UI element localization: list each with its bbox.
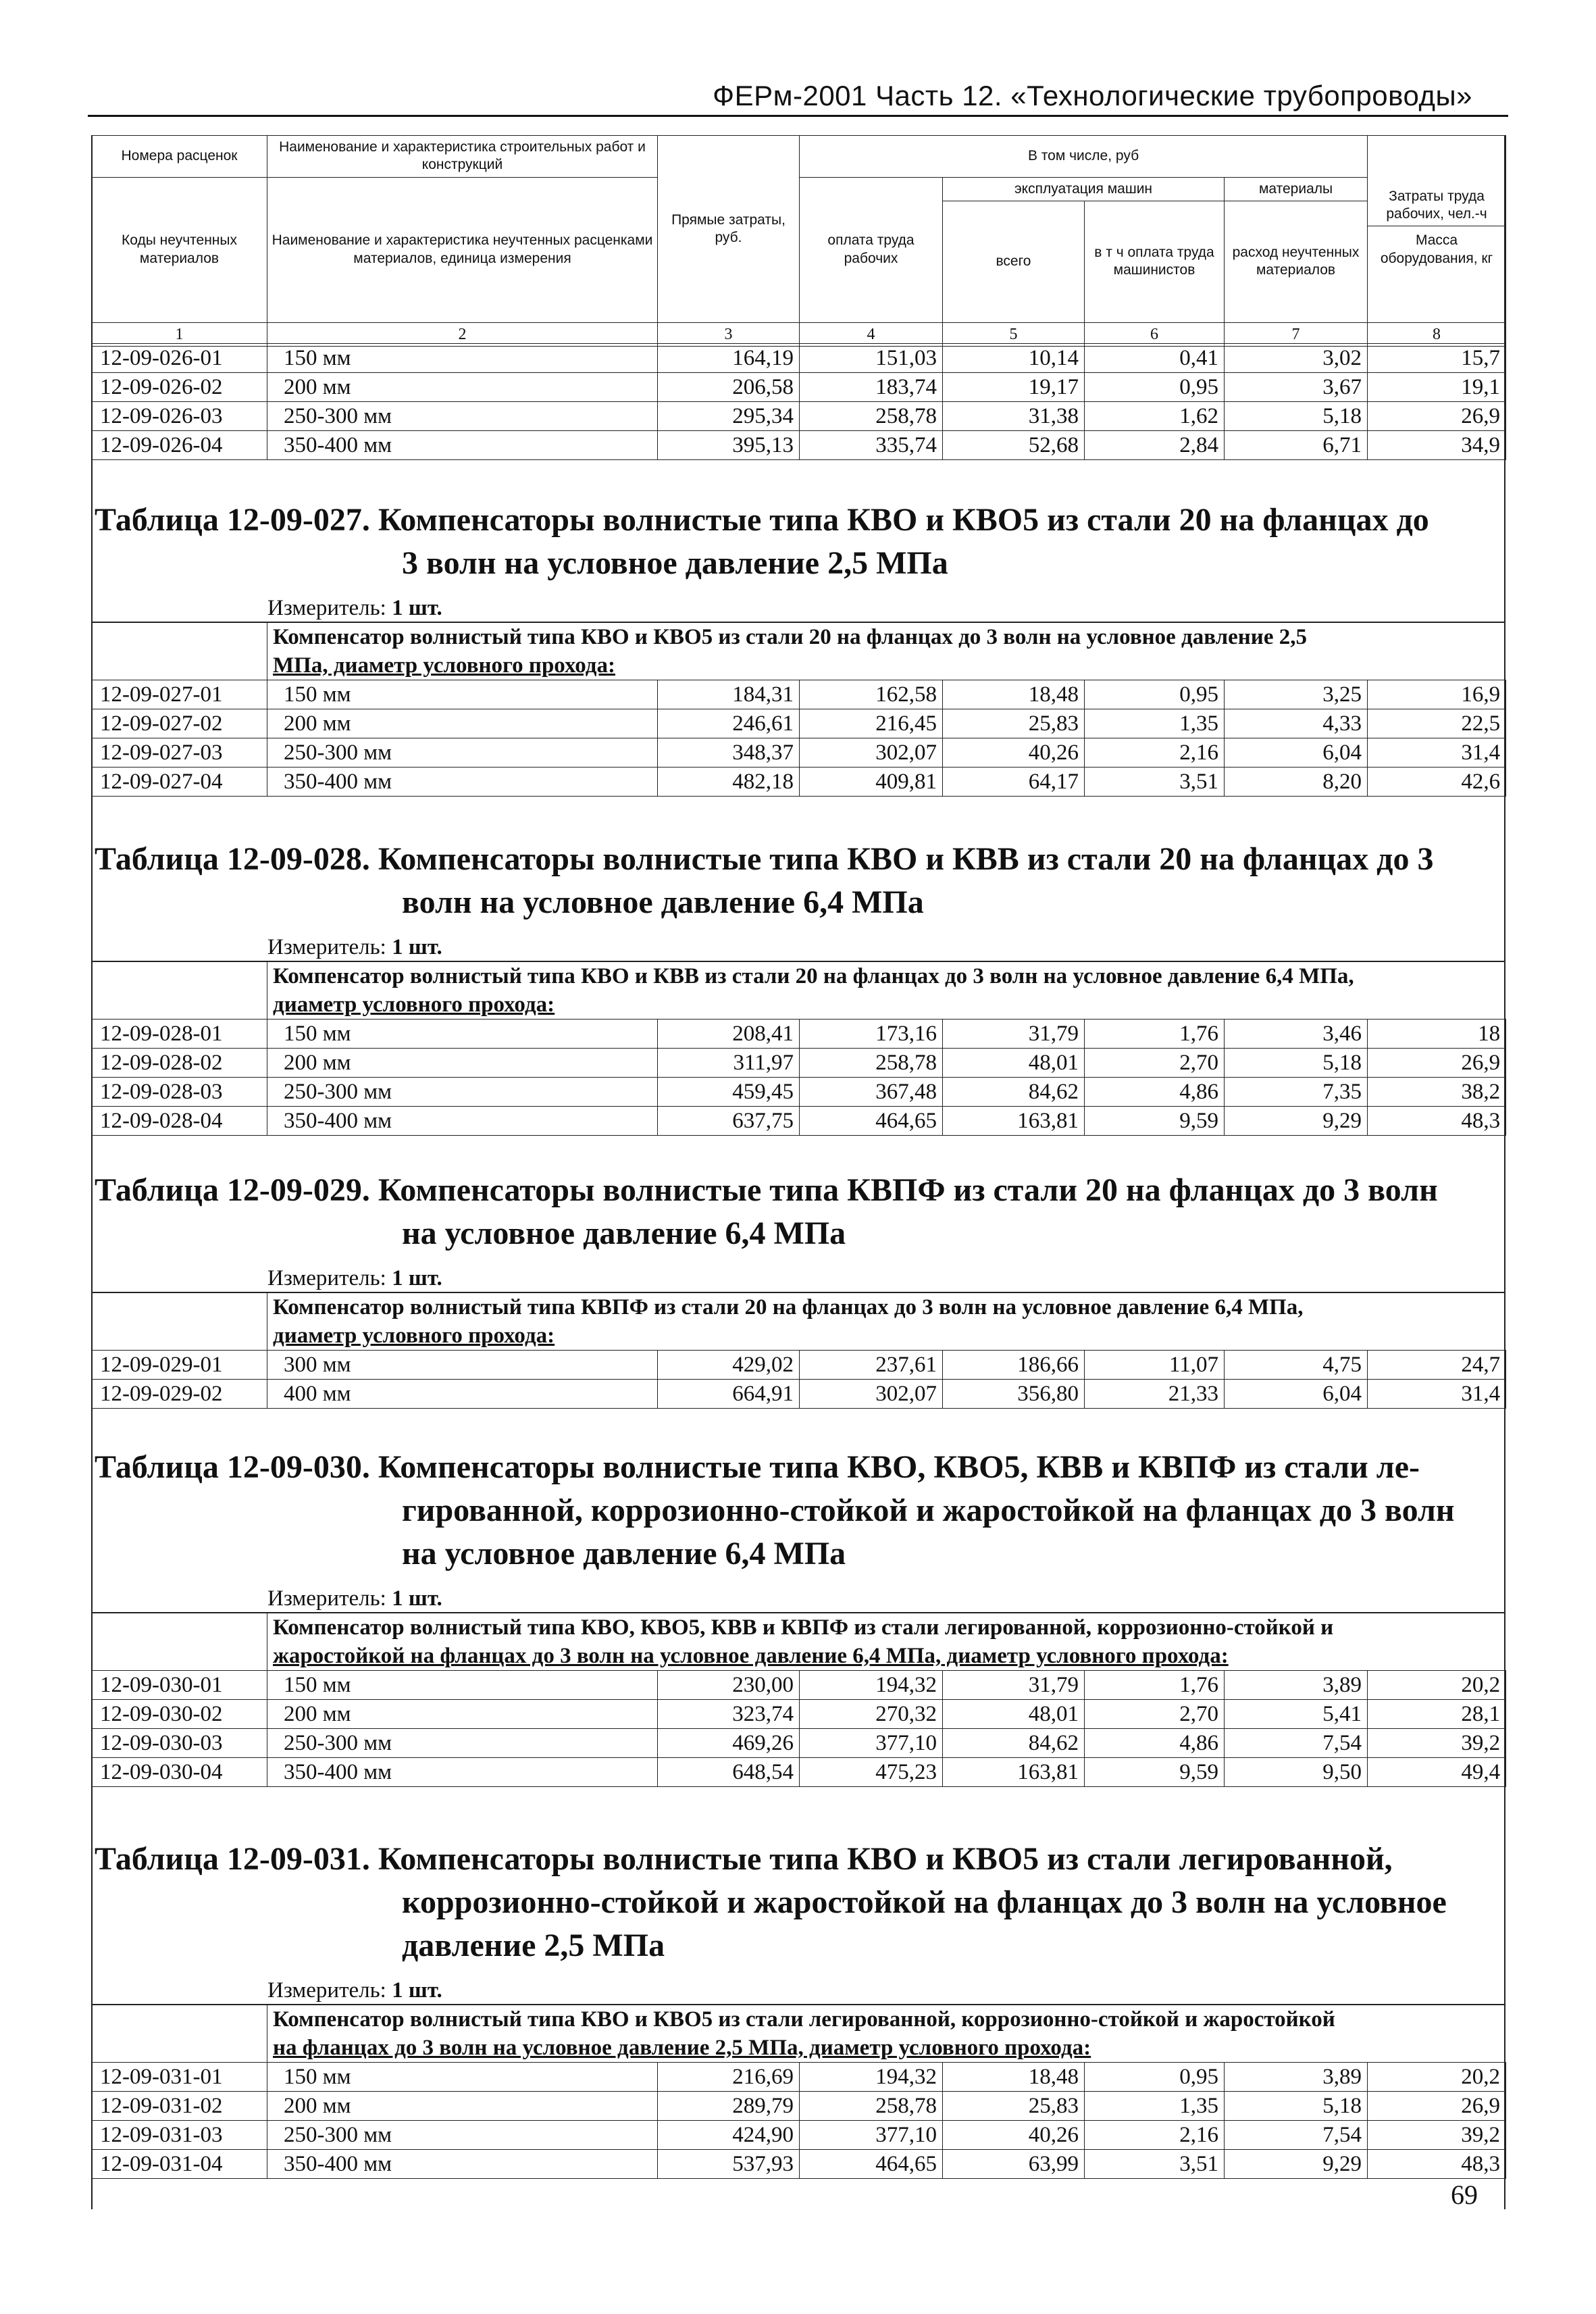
description-spacer <box>92 1293 267 1351</box>
measurement-unit <box>267 935 442 960</box>
machinist-pay-cell: 2,16 <box>1085 2121 1225 2150</box>
work-description-line: МПа, диаметр условного прохода: <box>273 653 615 678</box>
measurement-label: Измеритель: <box>267 1266 386 1290</box>
labor-cost-cell: 49,4 <box>1368 1758 1506 1787</box>
table-title-line: на условное давление 6,4 МПа <box>402 1215 846 1251</box>
materials-cell: 7,54 <box>1225 1729 1368 1758</box>
direct-cost-cell: 184,31 <box>658 680 800 709</box>
table-row <box>92 1729 1506 1758</box>
item-name-cell: 350-400 мм <box>267 768 658 797</box>
labor-cost-cell: 20,2 <box>1368 1671 1506 1700</box>
table-title-line: гированной, коррозионно-стойкой и жаростойкой на фланцах до 3 волн <box>402 1492 1455 1528</box>
rates-table <box>91 962 1506 1136</box>
direct-cost-cell: 323,74 <box>658 1700 800 1729</box>
materials-cell: 5,18 <box>1225 1049 1368 1078</box>
measurement-value: 1 шт. <box>392 1586 442 1611</box>
labor-pay-cell: 302,07 <box>800 738 943 768</box>
table-title-line: Таблица 12-09-028. Компенсаторы волнистые типа КВО и КВВ из стали 20 на фланцах до 3 <box>95 841 1434 877</box>
labor-cost-cell: 39,2 <box>1368 1729 1506 1758</box>
item-name-cell: 350-400 мм <box>267 431 658 460</box>
work-description-line: диаметр условного прохода: <box>273 992 555 1017</box>
machinist-pay-cell: 2,16 <box>1085 738 1225 768</box>
labor-cost-cell: 28,1 <box>1368 1700 1506 1729</box>
column-number: 6 <box>1085 322 1225 346</box>
machines-total-cell: 163,81 <box>943 1107 1085 1136</box>
rate-code-cell: 12-09-027-02 <box>92 709 267 738</box>
direct-cost-cell: 230,00 <box>658 1671 800 1700</box>
labor-pay-cell: 258,78 <box>800 1049 943 1078</box>
machines-total-cell: 64,17 <box>943 768 1085 797</box>
direct-cost-cell: 164,19 <box>658 344 800 373</box>
direct-cost-cell: 311,97 <box>658 1049 800 1078</box>
labor-cost-cell: 15,7 <box>1368 344 1506 373</box>
machines-total-cell: 31,38 <box>943 402 1085 431</box>
item-name-cell: 400 мм <box>267 1380 658 1409</box>
header-materials: материалы <box>1225 177 1368 201</box>
item-name-cell: 200 мм <box>267 373 658 402</box>
labor-cost-cell: 26,9 <box>1368 402 1506 431</box>
rate-code-cell: 12-09-030-04 <box>92 1758 267 1787</box>
rate-code-cell: 12-09-028-02 <box>92 1049 267 1078</box>
work-description-line: Компенсатор волнистый типа КВО и КВО5 из стали легированной, коррозионно-стойкой и жаростойкой <box>273 2007 1335 2032</box>
materials-cell: 7,35 <box>1225 1078 1368 1107</box>
header-labor-pay: оплата труда рабочих <box>800 177 943 322</box>
table-row <box>92 738 1506 768</box>
labor-cost-cell: 48,3 <box>1368 1107 1506 1136</box>
rate-code-cell: 12-09-026-02 <box>92 373 267 402</box>
column-number: 3 <box>658 322 800 346</box>
header-labor-mass <box>1368 136 1506 323</box>
machines-total-cell: 31,79 <box>943 1671 1085 1700</box>
table-row <box>92 2063 1506 2092</box>
direct-cost-cell: 395,13 <box>658 431 800 460</box>
machinist-pay-cell: 21,33 <box>1085 1380 1225 1409</box>
rates-table <box>91 2005 1506 2179</box>
direct-cost-cell: 664,91 <box>658 1380 800 1409</box>
direct-cost-cell: 429,02 <box>658 1351 800 1380</box>
materials-cell: 9,29 <box>1225 1107 1368 1136</box>
rate-code-cell: 12-09-028-01 <box>92 1020 267 1049</box>
table-title <box>95 499 1506 585</box>
labor-pay-cell: 270,32 <box>800 1700 943 1729</box>
work-description <box>267 2005 1506 2063</box>
machinist-pay-cell: 4,86 <box>1085 1078 1225 1107</box>
labor-cost-cell: 34,9 <box>1368 431 1506 460</box>
description-row <box>92 2005 1506 2063</box>
table-row <box>92 1107 1506 1136</box>
item-name-cell: 350-400 мм <box>267 1758 658 1787</box>
measurement-value: 1 шт. <box>392 1978 442 2003</box>
labor-cost-cell: 18 <box>1368 1020 1506 1049</box>
labor-cost-cell: 22,5 <box>1368 709 1506 738</box>
labor-pay-cell: 464,65 <box>800 2150 943 2179</box>
rate-code-cell: 12-09-031-02 <box>92 2092 267 2121</box>
labor-pay-cell: 216,45 <box>800 709 943 738</box>
page-number: 69 <box>1451 2180 1478 2210</box>
labor-pay-cell: 302,07 <box>800 1380 943 1409</box>
direct-cost-cell: 482,18 <box>658 768 800 797</box>
table-title-line: Таблица 12-09-027. Компенсаторы волнистые типа КВО и КВО5 из стали 20 на фланцах до <box>95 502 1429 538</box>
header-work-name: Наименование и характеристика строительных работ и конструкций <box>267 136 658 178</box>
machinist-pay-cell: 0,95 <box>1085 373 1225 402</box>
item-name-cell: 250-300 мм <box>267 738 658 768</box>
rate-code-cell: 12-09-031-03 <box>92 2121 267 2150</box>
work-description-line: Компенсатор волнистый типа КВО и КВО5 из стали 20 на фланцах до 3 волн на условное давление 2,5 <box>273 625 1307 649</box>
machines-total-cell: 25,83 <box>943 2092 1085 2121</box>
item-name-cell: 300 мм <box>267 1351 658 1380</box>
materials-cell: 3,02 <box>1225 344 1368 373</box>
direct-cost-cell: 206,58 <box>658 373 800 402</box>
measurement-label: Измеритель: <box>267 1586 386 1611</box>
labor-pay-cell: 151,03 <box>800 344 943 373</box>
labor-cost-cell: 19,1 <box>1368 373 1506 402</box>
labor-cost-cell: 20,2 <box>1368 2063 1506 2092</box>
header-machines-total: всего <box>943 201 1085 322</box>
item-name-cell: 200 мм <box>267 709 658 738</box>
labor-pay-cell: 258,78 <box>800 2092 943 2121</box>
labor-pay-cell: 162,58 <box>800 680 943 709</box>
work-description <box>267 1613 1506 1671</box>
table-row <box>92 2092 1506 2121</box>
item-name-cell: 250-300 мм <box>267 1729 658 1758</box>
machines-total-cell: 10,14 <box>943 344 1085 373</box>
materials-cell: 3,25 <box>1225 680 1368 709</box>
table-row <box>92 768 1506 797</box>
column-number: 5 <box>943 322 1085 346</box>
table-title-line: коррозионно-стойкой и жаростойкой на фланцах до 3 волн на условное <box>402 1884 1447 1920</box>
item-name-cell: 350-400 мм <box>267 2150 658 2179</box>
machinist-pay-cell: 0,41 <box>1085 344 1225 373</box>
machinist-pay-cell: 1,76 <box>1085 1671 1225 1700</box>
work-description <box>267 1293 1506 1351</box>
machines-total-cell: 48,01 <box>943 1700 1085 1729</box>
rate-code-cell: 12-09-026-01 <box>92 344 267 373</box>
labor-pay-cell: 237,61 <box>800 1351 943 1380</box>
header-materials-consumption: расход неучтенных материалов <box>1225 201 1368 322</box>
materials-cell: 9,29 <box>1225 2150 1368 2179</box>
measurement-unit <box>267 1586 442 1611</box>
item-name-cell: 250-300 мм <box>267 2121 658 2150</box>
header-material-names: Наименование и характеристика неучтенных расценками материалов, единица измерения <box>267 177 658 322</box>
description-row <box>92 1613 1506 1671</box>
item-name-cell: 200 мм <box>267 1700 658 1729</box>
item-name-cell: 150 мм <box>267 1020 658 1049</box>
table-title <box>95 1169 1506 1255</box>
labor-pay-cell: 475,23 <box>800 1758 943 1787</box>
table-title-line: волн на условное давление 6,4 МПа <box>402 884 924 920</box>
item-name-cell: 150 мм <box>267 344 658 373</box>
machines-total-cell: 48,01 <box>943 1049 1085 1078</box>
labor-pay-cell: 367,48 <box>800 1078 943 1107</box>
description-spacer <box>92 2005 267 2063</box>
column-number: 4 <box>800 322 943 346</box>
labor-pay-cell: 335,74 <box>800 431 943 460</box>
measurement-unit <box>267 1978 442 2003</box>
machines-total-cell: 40,26 <box>943 738 1085 768</box>
column-number: 1 <box>92 322 267 346</box>
machines-total-cell: 186,66 <box>943 1351 1085 1380</box>
labor-pay-cell: 464,65 <box>800 1107 943 1136</box>
table-row <box>92 1078 1506 1107</box>
rate-code-cell: 12-09-027-03 <box>92 738 267 768</box>
materials-cell: 5,18 <box>1225 402 1368 431</box>
direct-cost-cell: 348,37 <box>658 738 800 768</box>
machinist-pay-cell: 1,35 <box>1085 709 1225 738</box>
materials-cell: 3,67 <box>1225 373 1368 402</box>
measurement-label: Измеритель: <box>267 935 386 959</box>
work-description-line: Компенсатор волнистый типа КВО и КВВ из стали 20 на фланцах до 3 волн на условное давление 6,4 МПа, <box>273 964 1354 988</box>
column-header-table <box>91 135 1506 347</box>
work-description <box>267 623 1506 680</box>
measurement-unit <box>267 596 442 621</box>
direct-cost-cell: 295,34 <box>658 402 800 431</box>
table-row <box>92 1020 1506 1049</box>
table-row <box>92 1351 1506 1380</box>
table-row <box>92 2121 1506 2150</box>
item-name-cell: 150 мм <box>267 1671 658 1700</box>
direct-cost-cell: 459,45 <box>658 1078 800 1107</box>
machinist-pay-cell: 3,51 <box>1085 2150 1225 2179</box>
header-rule <box>88 115 1508 117</box>
machines-total-cell: 163,81 <box>943 1758 1085 1787</box>
item-name-cell: 250-300 мм <box>267 402 658 431</box>
materials-cell: 9,50 <box>1225 1758 1368 1787</box>
labor-cost-cell: 24,7 <box>1368 1351 1506 1380</box>
header-machinist-pay: в т ч оплата труда машинистов <box>1085 201 1225 322</box>
table-row <box>92 1758 1506 1787</box>
machines-total-cell: 63,99 <box>943 2150 1085 2179</box>
materials-cell: 5,18 <box>1225 2092 1368 2121</box>
table-row <box>92 680 1506 709</box>
labor-cost-cell: 26,9 <box>1368 2092 1506 2121</box>
rates-table <box>91 623 1506 797</box>
measurement-value: 1 шт. <box>392 935 442 959</box>
direct-cost-cell: 648,54 <box>658 1758 800 1787</box>
table-title <box>95 1446 1506 1576</box>
machinist-pay-cell: 3,51 <box>1085 768 1225 797</box>
direct-cost-cell: 246,61 <box>658 709 800 738</box>
work-description-line: диаметр условного прохода: <box>273 1324 555 1348</box>
labor-cost-cell: 48,3 <box>1368 2150 1506 2179</box>
header-labor-cost: Затраты труда рабочих, чел.-ч <box>1368 185 1505 227</box>
machinist-pay-cell: 4,86 <box>1085 1729 1225 1758</box>
machines-total-cell: 40,26 <box>943 2121 1085 2150</box>
labor-cost-cell: 31,4 <box>1368 1380 1506 1409</box>
rate-code-cell: 12-09-028-03 <box>92 1078 267 1107</box>
work-description-line: Компенсатор волнистый типа КВПФ из стали 20 на фланцах до 3 волн на условное давление 6,4 МПа, <box>273 1295 1304 1319</box>
header-including: В том числе, руб <box>800 136 1368 178</box>
table-title-line: на условное давление 6,4 МПа <box>402 1536 846 1571</box>
column-number: 2 <box>267 322 658 346</box>
rate-code-cell: 12-09-030-01 <box>92 1671 267 1700</box>
rates-table <box>91 1293 1506 1409</box>
materials-cell: 6,71 <box>1225 431 1368 460</box>
table-row <box>92 709 1506 738</box>
description-row <box>92 1293 1506 1351</box>
item-name-cell: 200 мм <box>267 2092 658 2121</box>
work-description-line: жаростойкой на фланцах до 3 волн на условное давление 6,4 МПа, диаметр условного прохода: <box>273 1644 1229 1668</box>
description-spacer <box>92 623 267 680</box>
machinist-pay-cell: 0,95 <box>1085 2063 1225 2092</box>
rate-code-cell: 12-09-027-04 <box>92 768 267 797</box>
rates-table-026 <box>91 343 1506 460</box>
machines-total-cell: 84,62 <box>943 1729 1085 1758</box>
labor-pay-cell: 194,32 <box>800 2063 943 2092</box>
machinist-pay-cell: 9,59 <box>1085 1758 1225 1787</box>
machines-total-cell: 25,83 <box>943 709 1085 738</box>
machines-total-cell: 18,48 <box>943 680 1085 709</box>
rate-code-cell: 12-09-029-01 <box>92 1351 267 1380</box>
description-row <box>92 962 1506 1020</box>
materials-cell: 4,75 <box>1225 1351 1368 1380</box>
description-spacer <box>92 1613 267 1671</box>
labor-pay-cell: 409,81 <box>800 768 943 797</box>
measurement-label: Измеритель: <box>267 596 386 620</box>
table-title <box>95 1838 1506 1967</box>
labor-pay-cell: 377,10 <box>800 2121 943 2150</box>
direct-cost-cell: 469,26 <box>658 1729 800 1758</box>
table-row <box>92 2150 1506 2179</box>
running-head: ФЕРм-2001 Часть 12. «Технологические трубопроводы» <box>713 80 1472 111</box>
rate-code-cell: 12-09-026-03 <box>92 402 267 431</box>
materials-cell: 3,46 <box>1225 1020 1368 1049</box>
direct-cost-cell: 208,41 <box>658 1020 800 1049</box>
measurement-unit <box>267 1266 442 1291</box>
materials-cell: 5,41 <box>1225 1700 1368 1729</box>
header-direct-costs: Прямые затраты, руб. <box>658 136 800 323</box>
table-row <box>92 402 1506 431</box>
machinist-pay-cell: 1,35 <box>1085 2092 1225 2121</box>
labor-cost-cell: 31,4 <box>1368 738 1506 768</box>
column-number: 7 <box>1225 322 1368 346</box>
labor-pay-cell: 194,32 <box>800 1671 943 1700</box>
header-rate-number: Номера расценок <box>92 136 267 178</box>
table-row <box>92 431 1506 460</box>
direct-cost-cell: 289,79 <box>658 2092 800 2121</box>
measurement-label: Измеритель: <box>267 1978 386 2003</box>
column-number: 8 <box>1368 322 1506 346</box>
rate-code-cell: 12-09-031-04 <box>92 2150 267 2179</box>
machinist-pay-cell: 9,59 <box>1085 1107 1225 1136</box>
direct-cost-cell: 537,93 <box>658 2150 800 2179</box>
machinist-pay-cell: 1,62 <box>1085 402 1225 431</box>
labor-cost-cell: 42,6 <box>1368 768 1506 797</box>
materials-cell: 3,89 <box>1225 1671 1368 1700</box>
labor-cost-cell: 26,9 <box>1368 1049 1506 1078</box>
machinist-pay-cell: 1,76 <box>1085 1020 1225 1049</box>
materials-cell: 3,89 <box>1225 2063 1368 2092</box>
materials-cell: 8,20 <box>1225 768 1368 797</box>
machinist-pay-cell: 11,07 <box>1085 1351 1225 1380</box>
direct-cost-cell: 637,75 <box>658 1107 800 1136</box>
table-title-line: Таблица 12-09-030. Компенсаторы волнистые типа КВО, КВО5, КВВ и КВПФ из стали ле- <box>95 1449 1420 1485</box>
table-title-line: Таблица 12-09-029. Компенсаторы волнистые типа КВПФ из стали 20 на фланцах до 3 волн <box>95 1172 1438 1208</box>
table-title-line: Таблица 12-09-031. Компенсаторы волнистые типа КВО и КВО5 из стали легированной, <box>95 1841 1393 1877</box>
table-row <box>92 344 1506 373</box>
header-material-codes: Коды неучтенных материалов <box>92 177 267 322</box>
table-row <box>92 1049 1506 1078</box>
measurement-value: 1 шт. <box>392 1266 442 1290</box>
materials-cell: 4,33 <box>1225 709 1368 738</box>
header-equipment-mass: Масса оборудования, кг <box>1380 232 1493 266</box>
machinist-pay-cell: 2,70 <box>1085 1700 1225 1729</box>
table-row <box>92 1700 1506 1729</box>
machines-total-cell: 31,79 <box>943 1020 1085 1049</box>
machinist-pay-cell: 2,84 <box>1085 431 1225 460</box>
labor-pay-cell: 183,74 <box>800 373 943 402</box>
measurement-value: 1 шт. <box>392 596 442 620</box>
item-name-cell: 150 мм <box>267 2063 658 2092</box>
rate-code-cell: 12-09-028-04 <box>92 1107 267 1136</box>
table-title-line: давление 2,5 МПа <box>402 1928 665 1963</box>
rate-code-cell: 12-09-027-01 <box>92 680 267 709</box>
machines-total-cell: 356,80 <box>943 1380 1085 1409</box>
machines-total-cell: 84,62 <box>943 1078 1085 1107</box>
item-name-cell: 350-400 мм <box>267 1107 658 1136</box>
item-name-cell: 200 мм <box>267 1049 658 1078</box>
labor-cost-cell: 39,2 <box>1368 2121 1506 2150</box>
materials-cell: 6,04 <box>1225 1380 1368 1409</box>
direct-cost-cell: 424,90 <box>658 2121 800 2150</box>
labor-pay-cell: 377,10 <box>800 1729 943 1758</box>
direct-cost-cell: 216,69 <box>658 2063 800 2092</box>
labor-pay-cell: 258,78 <box>800 402 943 431</box>
labor-pay-cell: 173,16 <box>800 1020 943 1049</box>
rate-code-cell: 12-09-029-02 <box>92 1380 267 1409</box>
table-row <box>92 1380 1506 1409</box>
work-description <box>267 962 1506 1020</box>
rate-code-cell: 12-09-031-01 <box>92 2063 267 2092</box>
work-description-line: Компенсатор волнистый типа КВО, КВО5, КВВ и КВПФ из стали легированной, коррозионно-стойкой и <box>273 1615 1334 1640</box>
header-machines: эксплуатация машин <box>943 177 1225 201</box>
item-name-cell: 150 мм <box>267 680 658 709</box>
machines-total-cell: 18,48 <box>943 2063 1085 2092</box>
rates-table <box>91 1613 1506 1787</box>
machines-total-cell: 52,68 <box>943 431 1085 460</box>
table-row <box>92 1671 1506 1700</box>
labor-cost-cell: 16,9 <box>1368 680 1506 709</box>
materials-cell: 7,54 <box>1225 2121 1368 2150</box>
table-title <box>95 838 1506 924</box>
machinist-pay-cell: 2,70 <box>1085 1049 1225 1078</box>
labor-cost-cell: 38,2 <box>1368 1078 1506 1107</box>
table-title-line: 3 волн на условное давление 2,5 МПа <box>402 545 948 581</box>
table-row <box>92 373 1506 402</box>
rate-code-cell: 12-09-026-04 <box>92 431 267 460</box>
machinist-pay-cell: 0,95 <box>1085 680 1225 709</box>
item-name-cell: 250-300 мм <box>267 1078 658 1107</box>
description-row <box>92 623 1506 680</box>
rate-code-cell: 12-09-030-03 <box>92 1729 267 1758</box>
materials-cell: 6,04 <box>1225 738 1368 768</box>
machines-total-cell: 19,17 <box>943 373 1085 402</box>
work-description-line: на фланцах до 3 волн на условное давление 2,5 МПа, диаметр условного прохода: <box>273 2036 1091 2060</box>
rate-code-cell: 12-09-030-02 <box>92 1700 267 1729</box>
description-spacer <box>92 962 267 1020</box>
